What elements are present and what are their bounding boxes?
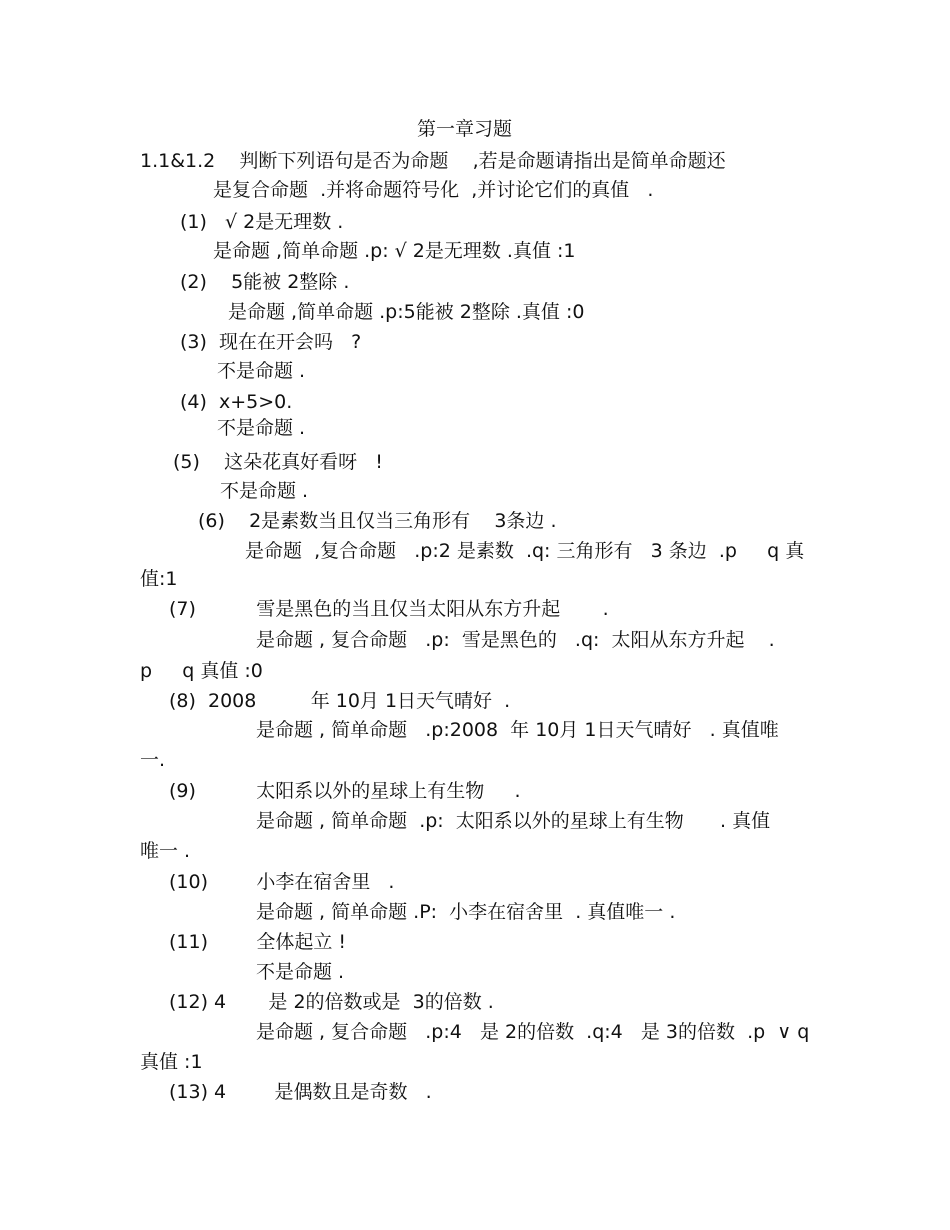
item-13-statement: (13) 4 是偶数且是奇数 . [169,1081,432,1103]
item-10-statement: (10) 小李在宿舍里 . [169,871,395,893]
item-5-answer: 不是命题 . [220,480,309,502]
item-6-answer: 是命题 ,复合命题 .p:2 是素数 .q: 三角形有 3 条边 .p q 真 [245,540,805,562]
item-8-answer-cont: 一. [140,749,166,771]
item-9-answer-cont: 唯一 . [140,840,191,862]
item-1-statement: (1) √ 2是无理数 . [180,211,344,233]
item-10-answer: 是命题 , 简单命题 .P: 小李在宿舍里 . 真值唯一 . [256,901,676,923]
item-8-statement: (8) 2008 年 10月 1日天气晴好 . [169,690,511,712]
item-11-answer: 不是命题 . [256,961,345,983]
item-12-answer-cont: 真值 :1 [140,1051,203,1073]
item-2-answer: 是命题 ,简单命题 .p:5能被 2整除 .真值 :0 [228,301,585,323]
item-5-statement: (5) 这朵花真好看呀 ! [173,451,383,473]
exercise-header-line2: 是复合命题 .并将命题符号化 ,并讨论它们的真值 . [213,179,654,201]
item-9-answer: 是命题 , 简单命题 .p: 太阳系以外的星球上有生物 . 真值 [256,810,771,832]
item-11-statement: (11) 全体起立 ! [169,931,346,953]
item-12-statement: (12) 4 是 2的倍数或是 3的倍数 . [169,991,494,1013]
exercise-header-line1: 1.1&1.2 判断下列语句是否为命题 ,若是命题请指出是简单命题还 [140,150,726,172]
item-6-answer-cont: 值:1 [140,568,178,590]
item-7-answer: 是命题 , 复合命题 .p: 雪是黑色的 .q: 太阳从东方升起 . [256,629,775,651]
item-7-answer-cont: p q 真值 :0 [140,660,263,682]
item-4-statement: (4) x+5>0. [180,391,293,413]
item-3-statement: (3) 现在在开会吗 ? [180,331,362,353]
item-6-statement: (6) 2是素数当且仅当三角形有 3条边 . [198,510,557,532]
item-2-statement: (2) 5能被 2整除 . [180,271,350,293]
item-3-answer: 不是命题 . [217,360,306,382]
item-9-statement: (9) 太阳系以外的星球上有生物 . [169,780,521,802]
page-title: 第一章习题 [417,118,513,140]
item-12-answer: 是命题 , 复合命题 .p:4 是 2的倍数 .q:4 是 3的倍数 .p ∨ q [256,1021,810,1043]
item-1-answer: 是命题 ,简单命题 .p: √ 2是无理数 .真值 :1 [213,240,576,262]
item-4-answer: 不是命题 . [217,417,306,439]
item-8-answer: 是命题 , 简单命题 .p:2008 年 10月 1日天气晴好 . 真值唯 [256,719,779,741]
item-7-statement: (7) 雪是黑色的当且仅当太阳从东方升起 . [169,598,609,620]
